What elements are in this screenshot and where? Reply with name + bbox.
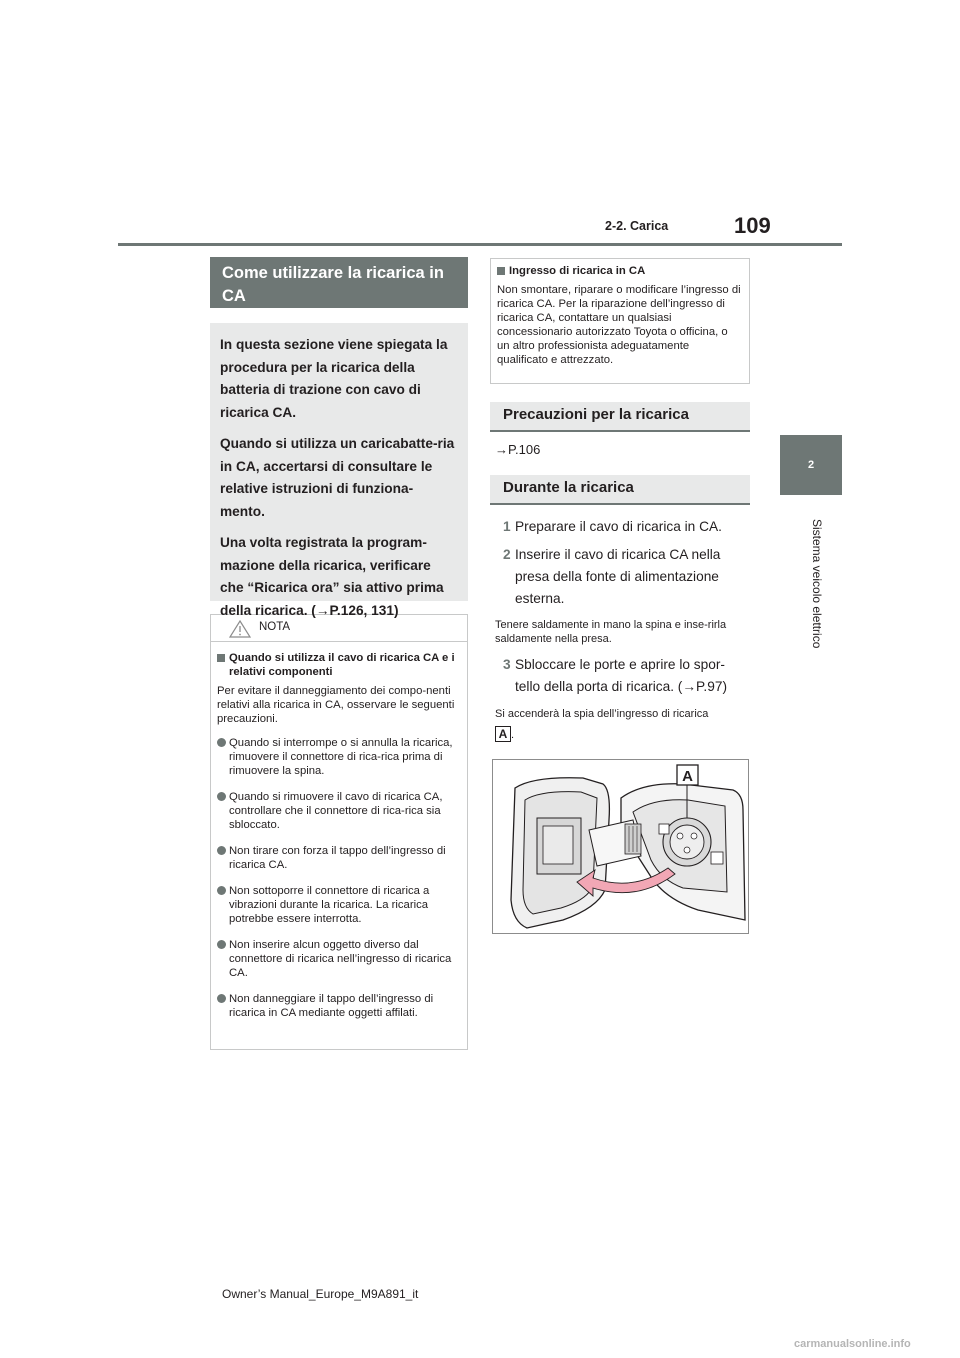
bullet-dot-icon <box>217 886 226 895</box>
intro-paragraph: Una volta registrata la program-mazione della ricarica, verificare che “Ricarica ora” sia attivo prima della ricarica. (→P.126, 131) <box>220 535 444 618</box>
warning-heading-text: Ingresso di ricarica in CA <box>509 265 646 277</box>
step-1 <box>490 516 750 538</box>
nota-bullet-text: Non inserire alcun oggetto diverso dal connettore di ricarica nell’ingresso di ricarica CA. <box>229 939 452 979</box>
chapter-tab: 2 <box>780 435 842 495</box>
callout-letter-box: A <box>495 726 511 742</box>
nota-bullet <box>217 992 461 1020</box>
intro-box <box>210 323 468 618</box>
nota-intro: Per evitare il danneggiamento dei compo-nenti relativi alla ricarica in CA, osservare le seguenti precauzioni. <box>217 685 455 725</box>
intro-paragraph: Quando si utilizza un caricabatte-ria in CA, accertarsi di consultare le relative istruzioni di funziona-mento. <box>220 436 455 519</box>
nota-label: NOTA <box>259 621 291 633</box>
nota-bullet-text: Non tirare con forza il tappo dell’ingresso di ricarica CA. <box>229 845 446 871</box>
bullet-dot-icon <box>217 792 226 801</box>
step-number: 3 <box>503 657 511 672</box>
during-charging-heading: Durante la ricarica <box>490 475 750 505</box>
nota-heading-text: Quando si utilizza il cavo di ricarica CA e i relativi componenti <box>229 652 455 678</box>
intro-paragraph: In questa sezione viene spiegata la procedura per la ricarica della batteria di trazione con cavo di ricarica CA. <box>220 337 448 420</box>
bullet-dot-icon <box>217 940 226 949</box>
step-number: 1 <box>503 519 511 534</box>
watermark: carmanualsonline.info <box>794 1338 911 1350</box>
warning-box <box>490 258 750 384</box>
section-title: 2-2. Carica <box>605 219 669 233</box>
step-3-note <box>495 707 750 742</box>
warning-heading <box>497 264 743 278</box>
nota-bullet <box>217 938 461 980</box>
nota-bullet-text: Quando si rimuovere il cavo di ricarica CA, controllare che il connettore di rica-rica sia sbloccato. <box>229 791 443 831</box>
warning-text: Non smontare, riparare o modificare l’ingresso di ricarica CA. Per la riparazione dell’ingresso di ricarica CA, contattare un qualsiasi concessionario autorizzato Toyota o officina, o un altro professionista adeguatamente qualificato e attrezzato. <box>497 284 741 366</box>
step-2 <box>490 544 750 610</box>
step-text: Inserire il cavo di ricarica CA nella presa della fonte di alimentazione esterna. <box>515 547 721 606</box>
precautions-heading: Precauzioni per la ricarica <box>490 402 750 432</box>
nota-bullet-text: Quando si interrompe o si annulla la ricarica, rimuovere il connettore di rica-rica prima di rimuovere la spina. <box>229 737 453 777</box>
charging-port-illustration <box>492 759 749 934</box>
right-column <box>490 258 750 742</box>
step-3 <box>490 654 750 698</box>
nota-bullet-text: Non sottoporre il connettore di ricarica a vibrazioni durante la ricarica. La ricarica potrebbe essere interrotta. <box>229 885 430 925</box>
page-number: 109 <box>734 213 771 238</box>
step-3-note-end: . <box>511 729 515 741</box>
nota-bullet <box>217 736 461 778</box>
figure-callout-label: A <box>682 768 693 785</box>
step-2-note: Tenere saldamente in mano la spina e inse-rirla saldamente nella presa. <box>495 619 727 645</box>
nota-bullet <box>217 844 461 872</box>
footer-manual-id: Owner’s Manual_Europe_M9A891_it <box>222 1287 419 1301</box>
bullet-dot-icon <box>217 846 226 855</box>
square-bullet-icon <box>217 654 225 662</box>
step-text: Preparare il cavo di ricarica in CA. <box>515 519 722 534</box>
square-bullet-icon <box>497 267 505 275</box>
left-column <box>210 257 468 1050</box>
precautions-ref[interactable]: →P.106 <box>495 442 541 457</box>
step-3-note-text: Si accenderà la spia dell’ingresso di ricarica <box>495 708 709 720</box>
section-heading: Come utilizzare la ricarica in CA <box>210 257 468 308</box>
bullet-dot-icon <box>217 994 226 1003</box>
warning-triangle-icon <box>229 620 251 643</box>
nota-bullet <box>217 790 461 832</box>
nota-header <box>211 615 467 642</box>
nota-body <box>211 642 467 1020</box>
step-number: 2 <box>503 547 511 562</box>
step-text: Sbloccare le porte e aprire lo spor-tello della porta di ricarica. (→P.97) <box>515 657 728 694</box>
nota-bullet-text: Non danneggiare il tappo dell’ingresso di ricarica in CA mediante oggetti affilati. <box>229 993 434 1019</box>
nota-box <box>210 614 468 1050</box>
header-rule <box>118 243 842 246</box>
nota-bullet <box>217 884 461 926</box>
nota-heading <box>217 651 461 679</box>
chapter-label: Sistema veicolo elettrico <box>810 519 824 649</box>
bullet-dot-icon <box>217 738 226 747</box>
